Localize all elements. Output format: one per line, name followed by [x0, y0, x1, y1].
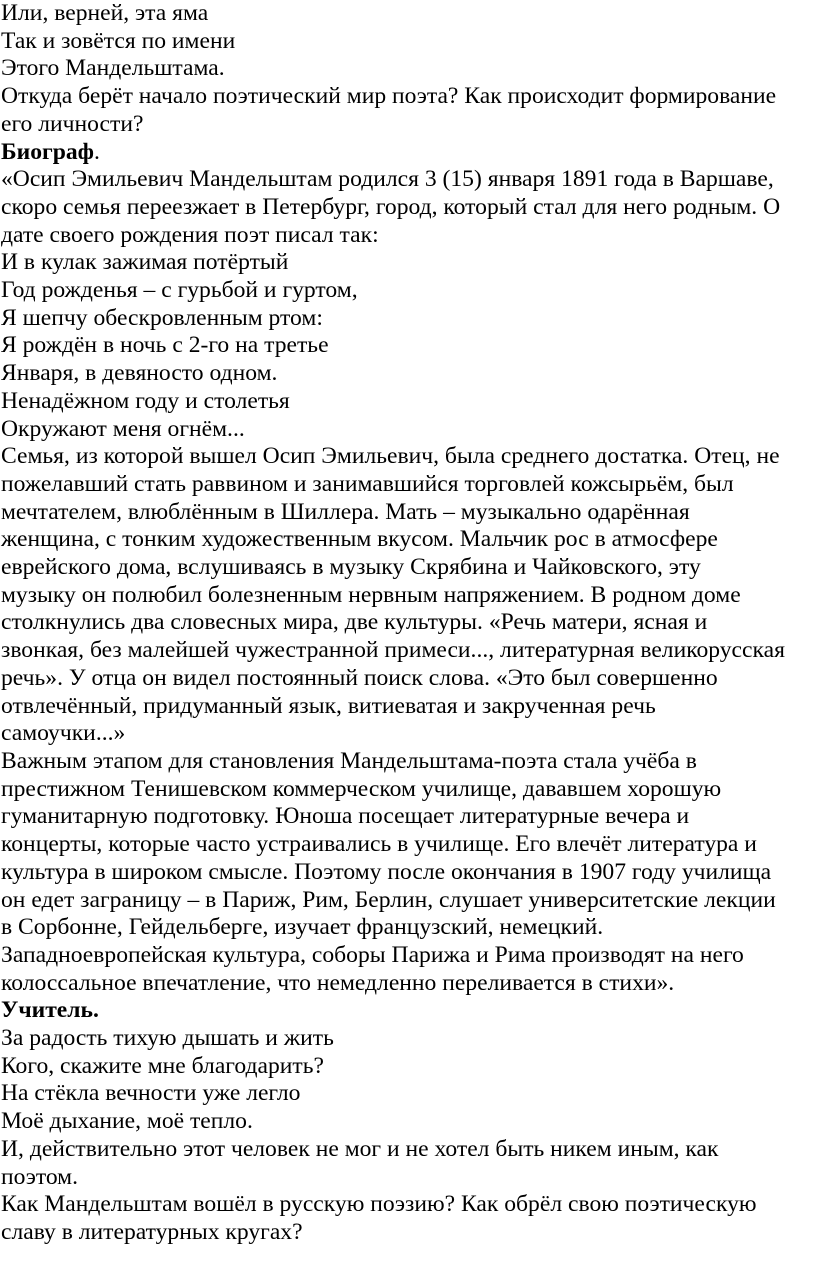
text-line: Откуда берёт начало поэтический мир поэта? Как происходит формирование [1, 83, 777, 110]
poem-line: Или, верней, эта яма [1, 0, 209, 26]
poem-line: Января, в девяносто одном. [1, 360, 278, 387]
text-line: дате своего рождения поэт писал так: [1, 221, 379, 248]
birth-poem [1, 249, 812, 443]
poem-line: И в кулак зажимая потёртый [1, 249, 289, 276]
speaker-label: Биограф [1, 138, 94, 165]
text-line: колоссальное впечатление, что немедленно переливается в стихи». [1, 969, 675, 996]
poem-line: Я рождён в ночь с 2-го на третье [1, 332, 329, 359]
text-line: речь». У отца он видел постоянный поиск слова. «Это был совершенно [1, 664, 718, 691]
text-line: в Сорбонне, Гейдельберге, изучает французский, немецкий. [1, 914, 604, 941]
text-line: культура в широком смысле. Поэтому после окончания в 1907 году училища [1, 858, 772, 885]
poem-line: Моё дыхание, моё тепло. [1, 1108, 253, 1135]
question-origin [1, 83, 812, 138]
family-paragraph [1, 443, 812, 748]
text-line: Западноевропейская культура, соборы Парижа и Рима производят на него [1, 941, 744, 968]
bio-intro [1, 166, 812, 249]
text-line: мечтателем, влюблённым в Шиллера. Мать – музыкально одарённая [1, 498, 690, 525]
education-paragraph [1, 748, 812, 997]
poem-line: За радость тихую дышать и жить [1, 1025, 334, 1052]
text-line: он едет заграницу – в Париж, Рим, Берлин, слушает университетские лекции [1, 886, 776, 913]
speaker-teacher: Учитель. [1, 997, 99, 1024]
text-line: славу в литературных кругах? [1, 1218, 303, 1245]
text-line: его личности? [1, 110, 144, 137]
text-line: И, действительно этот человек не мог и не хотел быть никем иным, как [1, 1135, 719, 1162]
poem-line: Я шепчу обескровленным ртом: [1, 304, 323, 331]
text-line: женщина, с тонким художественным вкусом. Мальчик рос в атмосфере [1, 526, 718, 553]
poem-line: Кого, скажите мне благодарить? [1, 1052, 324, 1079]
poem-line: Так и зовётся по имени [1, 27, 236, 54]
poem-line: Окружают меня огнём... [1, 415, 245, 442]
text-line: престижном Тенишевском коммерческом училище, дававшем хорошую [1, 775, 722, 802]
text-line: самоучки...» [1, 720, 126, 747]
text-line: поэтом. [1, 1163, 79, 1190]
text-line: гуманитарную подготовку. Юноша посещает литературные вечера и [1, 803, 690, 830]
poem-line: На стёкла вечности уже легло [1, 1080, 301, 1107]
text-line: музыку он полюбил болезненным нервным напряжением. В родном доме [1, 581, 741, 608]
text-line: пожелавший стать раввином и занимавшийся торговлей кожсырьём, был [1, 470, 734, 497]
text-line: концерты, которые часто устраивались в училище. Его влечёт литература и [1, 831, 757, 858]
poem-line: Этого Мандельштама. [1, 55, 225, 82]
question-fame [1, 1191, 812, 1246]
poem-line: Ненадёжном году и столетья [1, 387, 290, 414]
teacher-comment [1, 1136, 812, 1191]
text-line: отвлечённый, придуманный язык, витиеватая и закрученная речь [1, 692, 656, 719]
speaker-biographer [1, 139, 812, 167]
speaker-label-suffix: . [93, 138, 100, 165]
text-line: Как Мандельштам вошёл в русскую поэзию? Как обрёл свою поэтическую [1, 1191, 757, 1218]
text-line: Важным этапом для становления Мандельштама-поэта стала учёба в [1, 747, 697, 774]
text-line: «Осип Эмильевич Мандельштам родился 3 (15) января 1891 года в Варшаве, [1, 166, 774, 193]
text-line: столкнулись два словесных мира, две культуры. «Речь матери, ясная и [1, 609, 708, 636]
poem-line: Год рожденья – с гурьбой и гуртом, [1, 277, 358, 304]
poem-fragment [1, 0, 812, 83]
text-line: Семья, из которой вышел Осип Эмильевич, была среднего достатка. Отец, не [1, 443, 780, 470]
text-line: звонкая, без малейшей чужестранной примеси..., литературная великорусская [1, 637, 785, 664]
teacher-poem [1, 1025, 812, 1136]
text-line: еврейского дома, вслушиваясь в музыку Скрябина и Чайковского, эту [1, 554, 701, 581]
text-line: скоро семья переезжает в Петербург, город, который стал для него родным. О [1, 193, 781, 220]
